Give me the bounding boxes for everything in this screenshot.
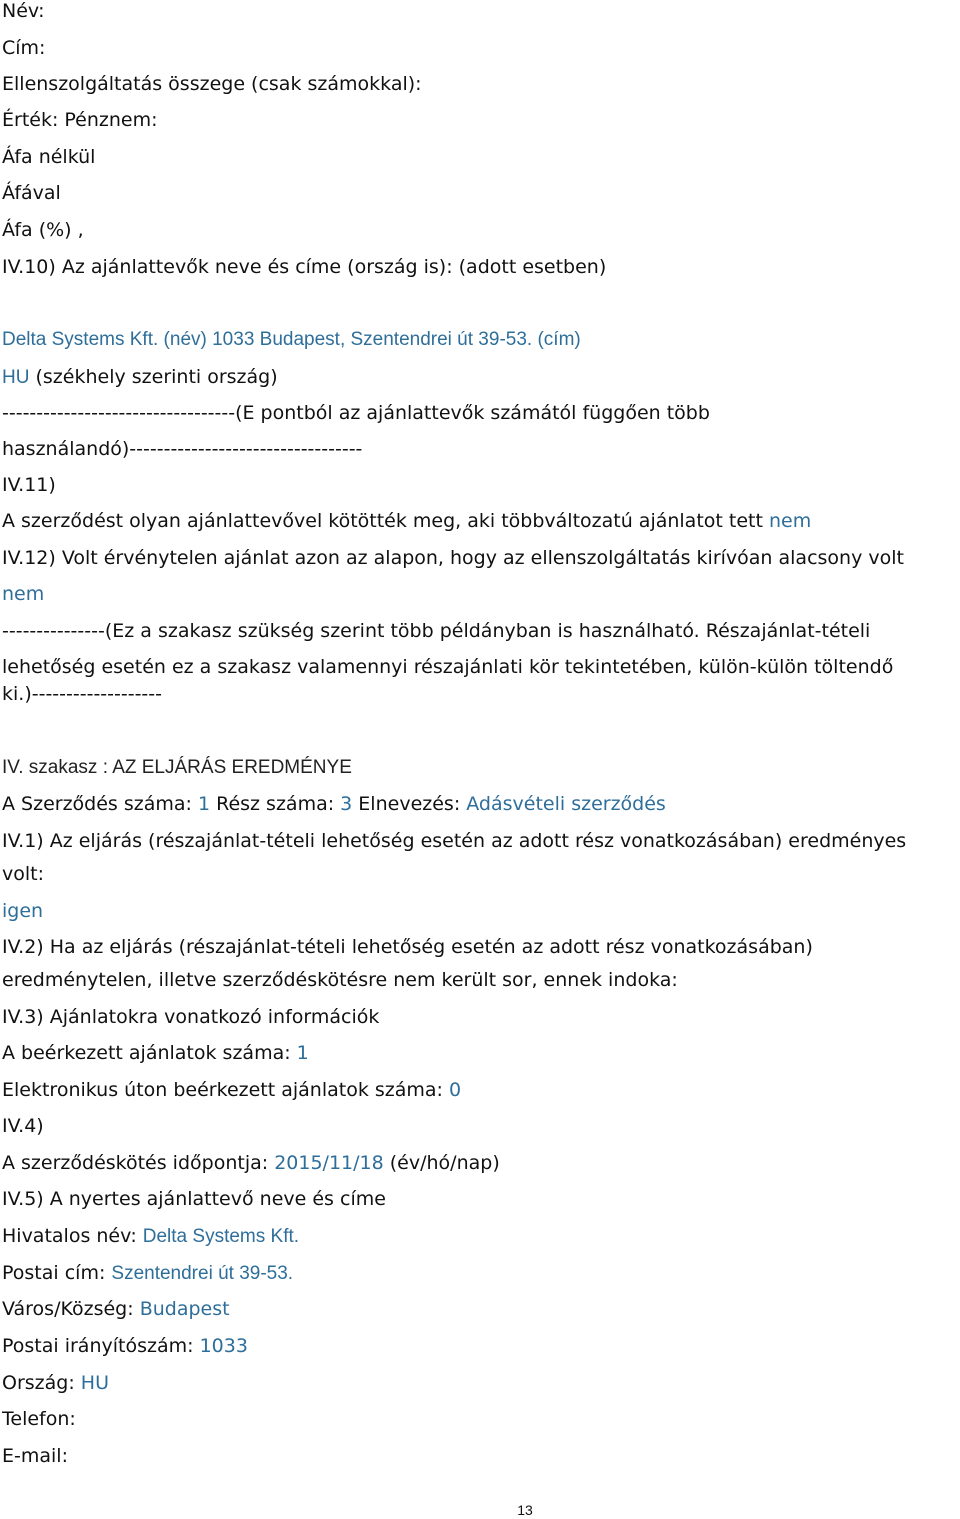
postal-address-label: Postai cím: — [2, 1262, 112, 1284]
official-name-value: Delta Systems Kft. — [142, 1226, 300, 1247]
electronic-bids-label: Elektronikus úton beérkezett ajánlatok száma: — [2, 1079, 449, 1101]
country-field-value: HU — [80, 1372, 109, 1394]
country-value: HU — [2, 367, 30, 388]
city-label: Város/Község: — [2, 1298, 140, 1320]
telefon-label: Telefon: — [2, 1408, 76, 1430]
country-field-line — [2, 1372, 109, 1394]
electronic-bids-value: 0 — [448, 1079, 462, 1101]
part-number-label: Rész száma: — [210, 793, 341, 815]
postal-address-value: Szentendrei út 39-53. — [111, 1263, 294, 1284]
section-prefix: IV. — [2, 757, 24, 778]
note-line-3: ki.)------------------- — [2, 683, 162, 705]
iv12-value: nem — [2, 583, 45, 605]
iv11-text: A szerződést olyan ajánlattevővel kötötték meg, aki többváltozatú ajánlatot tett — [2, 510, 769, 532]
contract-date-format: (év/hó/nap) — [383, 1152, 500, 1174]
separator-line-2: használandó)---------------------------------- — [2, 438, 363, 460]
country-field-label: Ország: — [2, 1372, 81, 1394]
electronic-bids-line — [2, 1079, 461, 1101]
city-line — [2, 1298, 230, 1320]
section-title: AZ ELJÁRÁS EREDMÉNYE — [112, 757, 352, 778]
iv2-question-2: eredménytelen, illetve szerződéskötésre nem került sor, ennek indoka: — [2, 969, 678, 991]
section-label: szakasz : — [23, 757, 113, 778]
iv11-value: nem — [768, 510, 812, 532]
contract-name-value: Adásvételi szerződés — [466, 793, 666, 815]
nev-label: Név: — [2, 0, 45, 22]
email-label: E-mail: — [2, 1445, 68, 1467]
contract-date-line — [2, 1152, 500, 1174]
iv2-question-1: IV.2) Ha az eljárás (részajánlat-tételi lehetőség esetén az adott rész vonatkozásában) — [2, 936, 813, 958]
separator-line-1: ----------------------------------(E pontból az ajánlattevők számától függően több — [2, 402, 710, 424]
official-name-line — [2, 1225, 299, 1248]
postal-code-line — [2, 1335, 248, 1357]
contract-number-label: A Szerződés száma: — [2, 793, 198, 815]
postal-code-value: 1033 — [199, 1335, 248, 1357]
winner-name-address: Delta Systems Kft. (név) 1033 Budapest, Szentendrei út 39-53. (cím) — [2, 329, 581, 350]
section-heading — [2, 757, 352, 779]
page-number: 13 — [517, 1502, 533, 1518]
received-bids-line — [2, 1042, 309, 1064]
iv10-heading: IV.10) Az ajánlattevők neve és címe (ország is): (adott esetben) — [2, 256, 607, 278]
country-line — [2, 366, 278, 389]
contract-name-label: Elnevezés: — [352, 793, 467, 815]
contract-date-value: 2015/11/18 — [274, 1152, 384, 1174]
note-line-2: lehetőség esetén ez a szakasz valamennyi részajánlati kör tekintetében, külön-külön töltendő — [2, 656, 894, 678]
afa-nelkul-label: Áfa nélkül — [2, 146, 96, 168]
cim-label: Cím: — [2, 37, 46, 59]
received-bids-value: 1 — [296, 1042, 309, 1064]
afa-percent-label: Áfa (%) , — [2, 219, 84, 241]
ellenszolgaltatas-label: Ellenszolgáltatás összege (csak számokkal): — [2, 73, 422, 95]
contract-date-label: A szerződéskötés időpontja: — [2, 1152, 275, 1174]
contract-line — [2, 793, 666, 815]
postal-code-label: Postai irányítószám: — [2, 1335, 200, 1357]
afaval-label: Áfával — [2, 182, 61, 204]
iv3-heading: IV.3) Ajánlatokra vonatkozó információk — [2, 1006, 380, 1028]
iv11-question — [2, 510, 811, 532]
iv5-heading: IV.5) A nyertes ajánlattevő neve és címe — [2, 1188, 386, 1210]
postal-address-line — [2, 1262, 293, 1285]
city-value: Budapest — [139, 1298, 230, 1320]
received-bids-label: A beérkezett ajánlatok száma: — [2, 1042, 297, 1064]
official-name-label: Hivatalos név: — [2, 1225, 143, 1247]
iv1-question-2: volt: — [2, 863, 44, 885]
iv12-question: IV.12) Volt érvénytelen ajánlat azon az alapon, hogy az ellenszolgáltatás kirívóan alacsony volt — [2, 547, 904, 569]
iv1-question-1: IV.1) Az eljárás (részajánlat-tételi lehetőség esetén az adott rész vonatkozásában) eredményes — [2, 830, 907, 852]
iv1-value: igen — [2, 900, 44, 922]
ertek-label: Érték: Pénznem: — [2, 109, 158, 131]
contract-number-value: 1 — [197, 793, 211, 815]
iv11-heading: IV.11) — [2, 474, 56, 496]
country-label: (székhely szerinti ország) — [29, 366, 278, 388]
iv4-heading: IV.4) — [2, 1115, 44, 1137]
note-line-1: ---------------(Ez a szakasz szükség szerint több példányban is használható. Részajánlat-tételi — [2, 620, 871, 642]
part-number-value: 3 — [340, 793, 353, 815]
